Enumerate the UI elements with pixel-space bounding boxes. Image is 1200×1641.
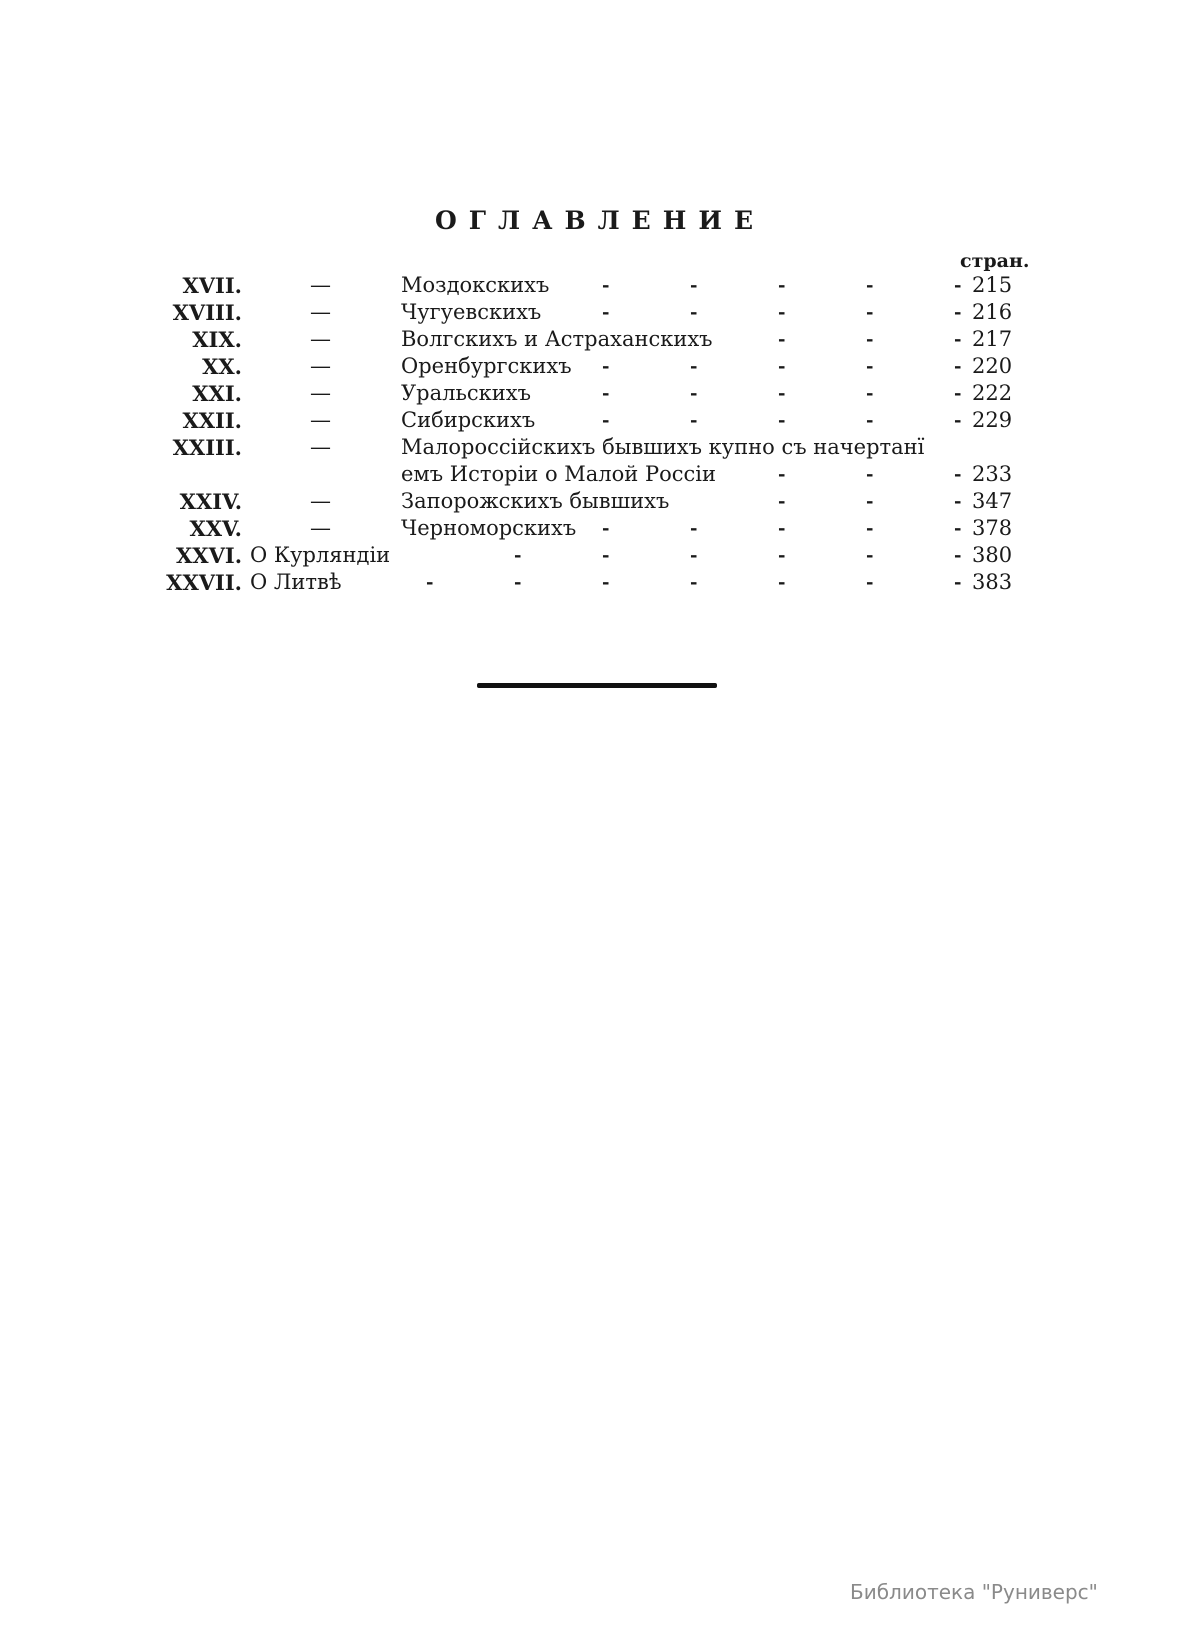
leader-dot: - (954, 572, 962, 593)
leader-dot: - (954, 275, 962, 296)
leader-dot: - (778, 491, 786, 512)
page-column-label: стран. (960, 250, 1030, 272)
leader-dot: - (866, 518, 874, 539)
leader-dot: - (866, 275, 874, 296)
entry-number: XX. (202, 354, 242, 379)
entry-title: О Литвѣ (250, 570, 342, 594)
entry-page: 380 (972, 543, 1013, 567)
leader-dot: - (866, 410, 874, 431)
section-divider (477, 683, 717, 688)
entry-dash: — (310, 381, 331, 405)
toc-entry (0, 488, 1200, 515)
entry-dash: — (310, 435, 331, 459)
entry-dash: — (310, 300, 331, 324)
leader-dot: - (778, 410, 786, 431)
leader-dot: - (954, 302, 962, 323)
leader-dot: - (954, 356, 962, 377)
leader-dot: - (866, 356, 874, 377)
toc-entry (0, 569, 1200, 596)
leader-dot: - (866, 545, 874, 566)
entry-number: XVII. (182, 273, 242, 298)
entry-page: 220 (972, 354, 1013, 378)
entry-title-continuation: емъ Исторіи о Малой Россіи (401, 462, 716, 486)
toc-entry (0, 326, 1200, 353)
entry-title: Черноморскихъ (401, 516, 577, 540)
leader-dot: - (602, 518, 610, 539)
leader-dot: - (602, 410, 610, 431)
leader-dot: - (954, 518, 962, 539)
leader-dot: - (690, 572, 698, 593)
leader-dot: - (866, 491, 874, 512)
toc-entry (0, 380, 1200, 407)
page-title: ОГЛАВЛЕНИЕ (434, 206, 766, 235)
entry-number: XXII. (182, 408, 242, 433)
entry-dash: — (310, 408, 331, 432)
entry-page: 383 (972, 570, 1013, 594)
entry-dash: — (310, 354, 331, 378)
entry-dash: — (310, 516, 331, 540)
entry-page: 215 (972, 273, 1013, 297)
leader-dot: - (866, 329, 874, 350)
leader-dot: - (690, 518, 698, 539)
leader-dot: - (778, 383, 786, 404)
leader-dot: - (426, 572, 434, 593)
toc-entry (0, 299, 1200, 326)
entry-title: Запорожскихъ бывшихъ (401, 489, 670, 513)
entry-page: 217 (972, 327, 1013, 351)
leader-dot: - (602, 356, 610, 377)
leader-dot: - (690, 383, 698, 404)
entry-page: 347 (972, 489, 1013, 513)
leader-dot: - (778, 464, 786, 485)
leader-dot: - (954, 410, 962, 431)
leader-dot: - (954, 383, 962, 404)
entry-number: XXIII. (172, 435, 242, 460)
entry-number: XIX. (192, 327, 242, 352)
entry-dash: — (310, 273, 331, 297)
leader-dot: - (602, 302, 610, 323)
toc-entry (0, 515, 1200, 542)
entry-page: 222 (972, 381, 1013, 405)
entry-page: 229 (972, 408, 1013, 432)
leader-dot: - (690, 302, 698, 323)
leader-dot: - (690, 410, 698, 431)
entry-title: Сибирскихъ (401, 408, 536, 432)
entry-page: 233 (972, 462, 1013, 486)
entry-number: XXIV. (179, 489, 242, 514)
leader-dot: - (602, 572, 610, 593)
leader-dot: - (778, 518, 786, 539)
toc-entry (0, 542, 1200, 569)
entry-title: Волгскихъ и Астраханскихъ (401, 327, 713, 351)
entry-number: XXI. (192, 381, 242, 406)
entry-title: Оренбургскихъ (401, 354, 572, 378)
toc-entry-continuation (0, 461, 1200, 488)
entry-title: Малороссійскихъ бывшихъ купно съ начертанї (401, 435, 925, 459)
entry-number: XVIII. (172, 300, 242, 325)
entry-page: 216 (972, 300, 1013, 324)
leader-dot: - (778, 572, 786, 593)
leader-dot: - (866, 572, 874, 593)
entry-dash: — (310, 327, 331, 351)
leader-dot: - (602, 545, 610, 566)
leader-dot: - (954, 329, 962, 350)
entry-number: XXVI. (175, 543, 242, 568)
entry-title: Уральскихъ (401, 381, 531, 405)
entry-dash: — (310, 489, 331, 513)
toc-entry (0, 407, 1200, 434)
leader-dot: - (954, 464, 962, 485)
leader-dot: - (778, 356, 786, 377)
entry-number: XXV. (189, 516, 242, 541)
leader-dot: - (602, 275, 610, 296)
toc-entry (0, 272, 1200, 299)
leader-dot: - (514, 572, 522, 593)
leader-dot: - (778, 302, 786, 323)
toc-entry (0, 353, 1200, 380)
entry-title: Моздокскихъ (401, 273, 550, 297)
leader-dot: - (866, 302, 874, 323)
toc-entry (0, 434, 1200, 461)
leader-dot: - (954, 545, 962, 566)
leader-dot: - (514, 545, 522, 566)
leader-dot: - (866, 464, 874, 485)
leader-dot: - (690, 545, 698, 566)
entry-number: XXVII. (166, 570, 242, 595)
leader-dot: - (690, 275, 698, 296)
leader-dot: - (778, 329, 786, 350)
leader-dot: - (778, 545, 786, 566)
leader-dot: - (690, 356, 698, 377)
entry-title: О Курляндіи (250, 543, 391, 567)
entry-title: Чугуевскихъ (401, 300, 542, 324)
leader-dot: - (954, 491, 962, 512)
leader-dot: - (866, 383, 874, 404)
library-watermark: Библиотека "Руниверс" (850, 1580, 1098, 1604)
entry-page: 378 (972, 516, 1013, 540)
leader-dot: - (602, 383, 610, 404)
leader-dot: - (778, 275, 786, 296)
